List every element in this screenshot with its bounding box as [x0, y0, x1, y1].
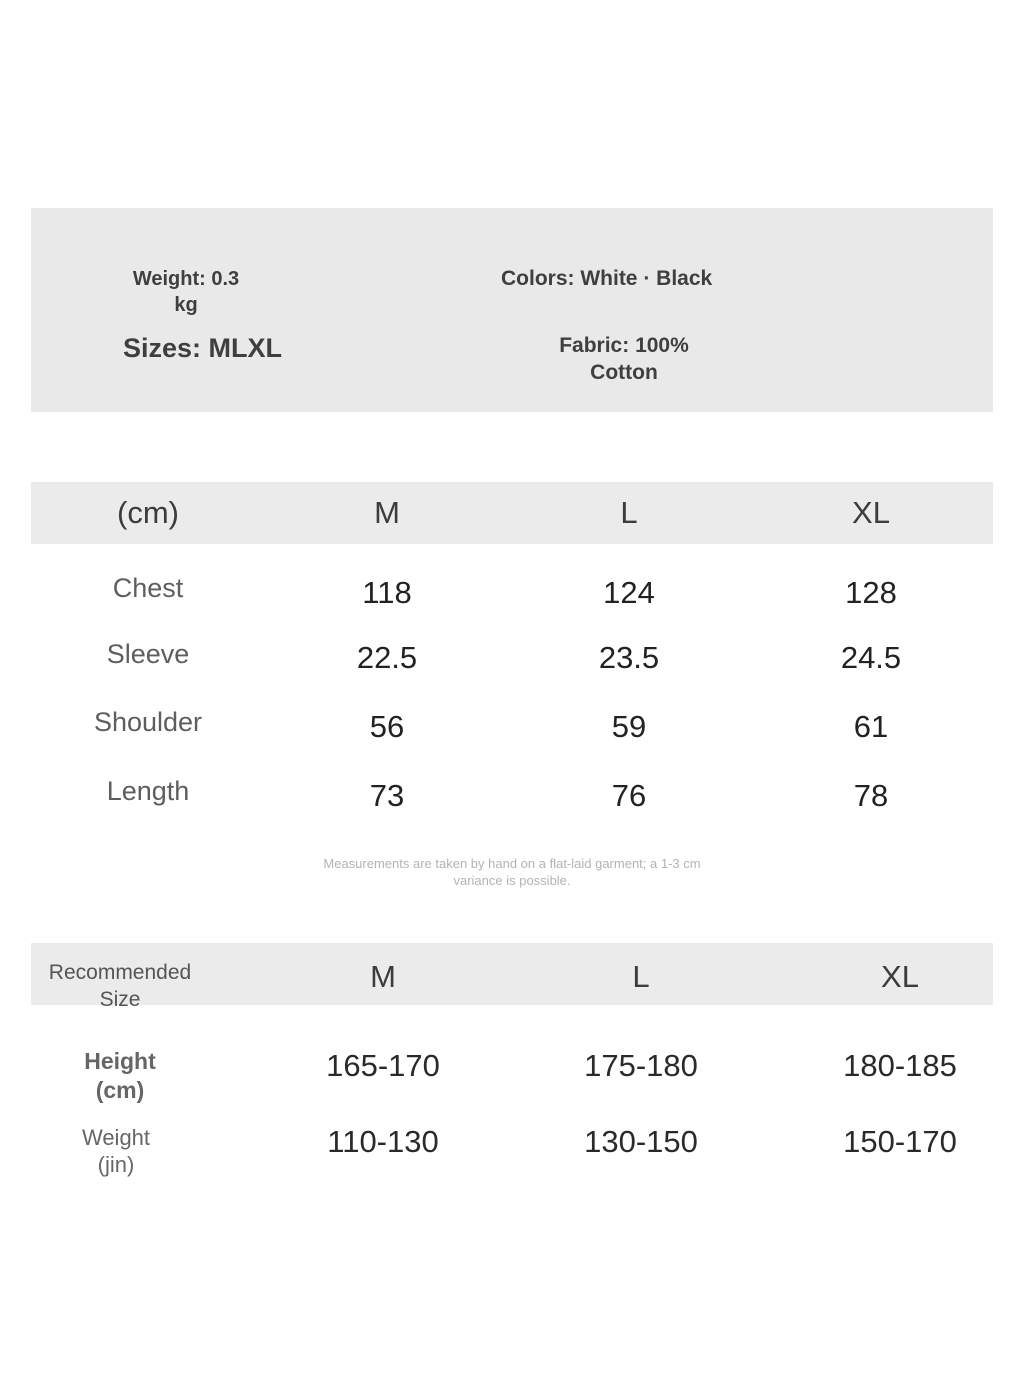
measure-value: 56: [369, 709, 405, 744]
recommend-col-header: M: [370, 959, 396, 994]
row-label: Chest: [112, 573, 184, 603]
measure-value: 78: [853, 778, 889, 813]
row-label: Weight (jin): [81, 1125, 151, 1177]
measure-value: 22.5: [356, 640, 418, 675]
measure-col-header: L: [620, 495, 638, 530]
recommend-value: 110-130: [327, 1124, 439, 1159]
sizes-text: Sizes: MLXL: [123, 333, 283, 363]
row-label: Height (cm): [84, 1048, 156, 1103]
recommend-value: 165-170: [326, 1048, 440, 1083]
fabric-text: Fabric: 100% Cotton: [559, 334, 689, 384]
measure-value: 124: [603, 575, 655, 610]
measure-col-header: M: [374, 495, 400, 530]
measure-value: 23.5: [598, 640, 660, 675]
measure-value: 128: [845, 575, 897, 610]
measure-col-header: XL: [852, 495, 890, 530]
product-info-panel: [31, 208, 993, 412]
weight-text: Weight: 0.3 kg: [132, 268, 240, 316]
row-label: Shoulder: [93, 707, 203, 737]
measure-unit-header: (cm): [117, 495, 179, 530]
measure-value: 76: [611, 778, 647, 813]
measure-value: 73: [369, 778, 405, 813]
colors-text: Colors: White · Black: [501, 267, 713, 290]
row-label: Sleeve: [106, 639, 190, 669]
recommend-value: 150-170: [843, 1124, 957, 1159]
measure-value: 24.5: [840, 640, 902, 675]
measure-value: 59: [611, 709, 647, 744]
recommend-value: 130-150: [584, 1124, 698, 1159]
measurement-note: Measurements are taken by hand on a flat-laid garment; a 1-3 cm variance is possible.: [323, 856, 701, 888]
measure-value: 61: [853, 709, 889, 744]
recommend-col-header: XL: [881, 959, 919, 994]
recommend-value: 180-185: [843, 1048, 957, 1083]
recommend-col-header: L: [632, 959, 650, 994]
row-label: Length: [106, 776, 190, 806]
measure-value: 118: [362, 575, 412, 610]
recommend-size-header: Recommended Size: [48, 961, 192, 1011]
recommend-value: 175-180: [584, 1048, 698, 1083]
